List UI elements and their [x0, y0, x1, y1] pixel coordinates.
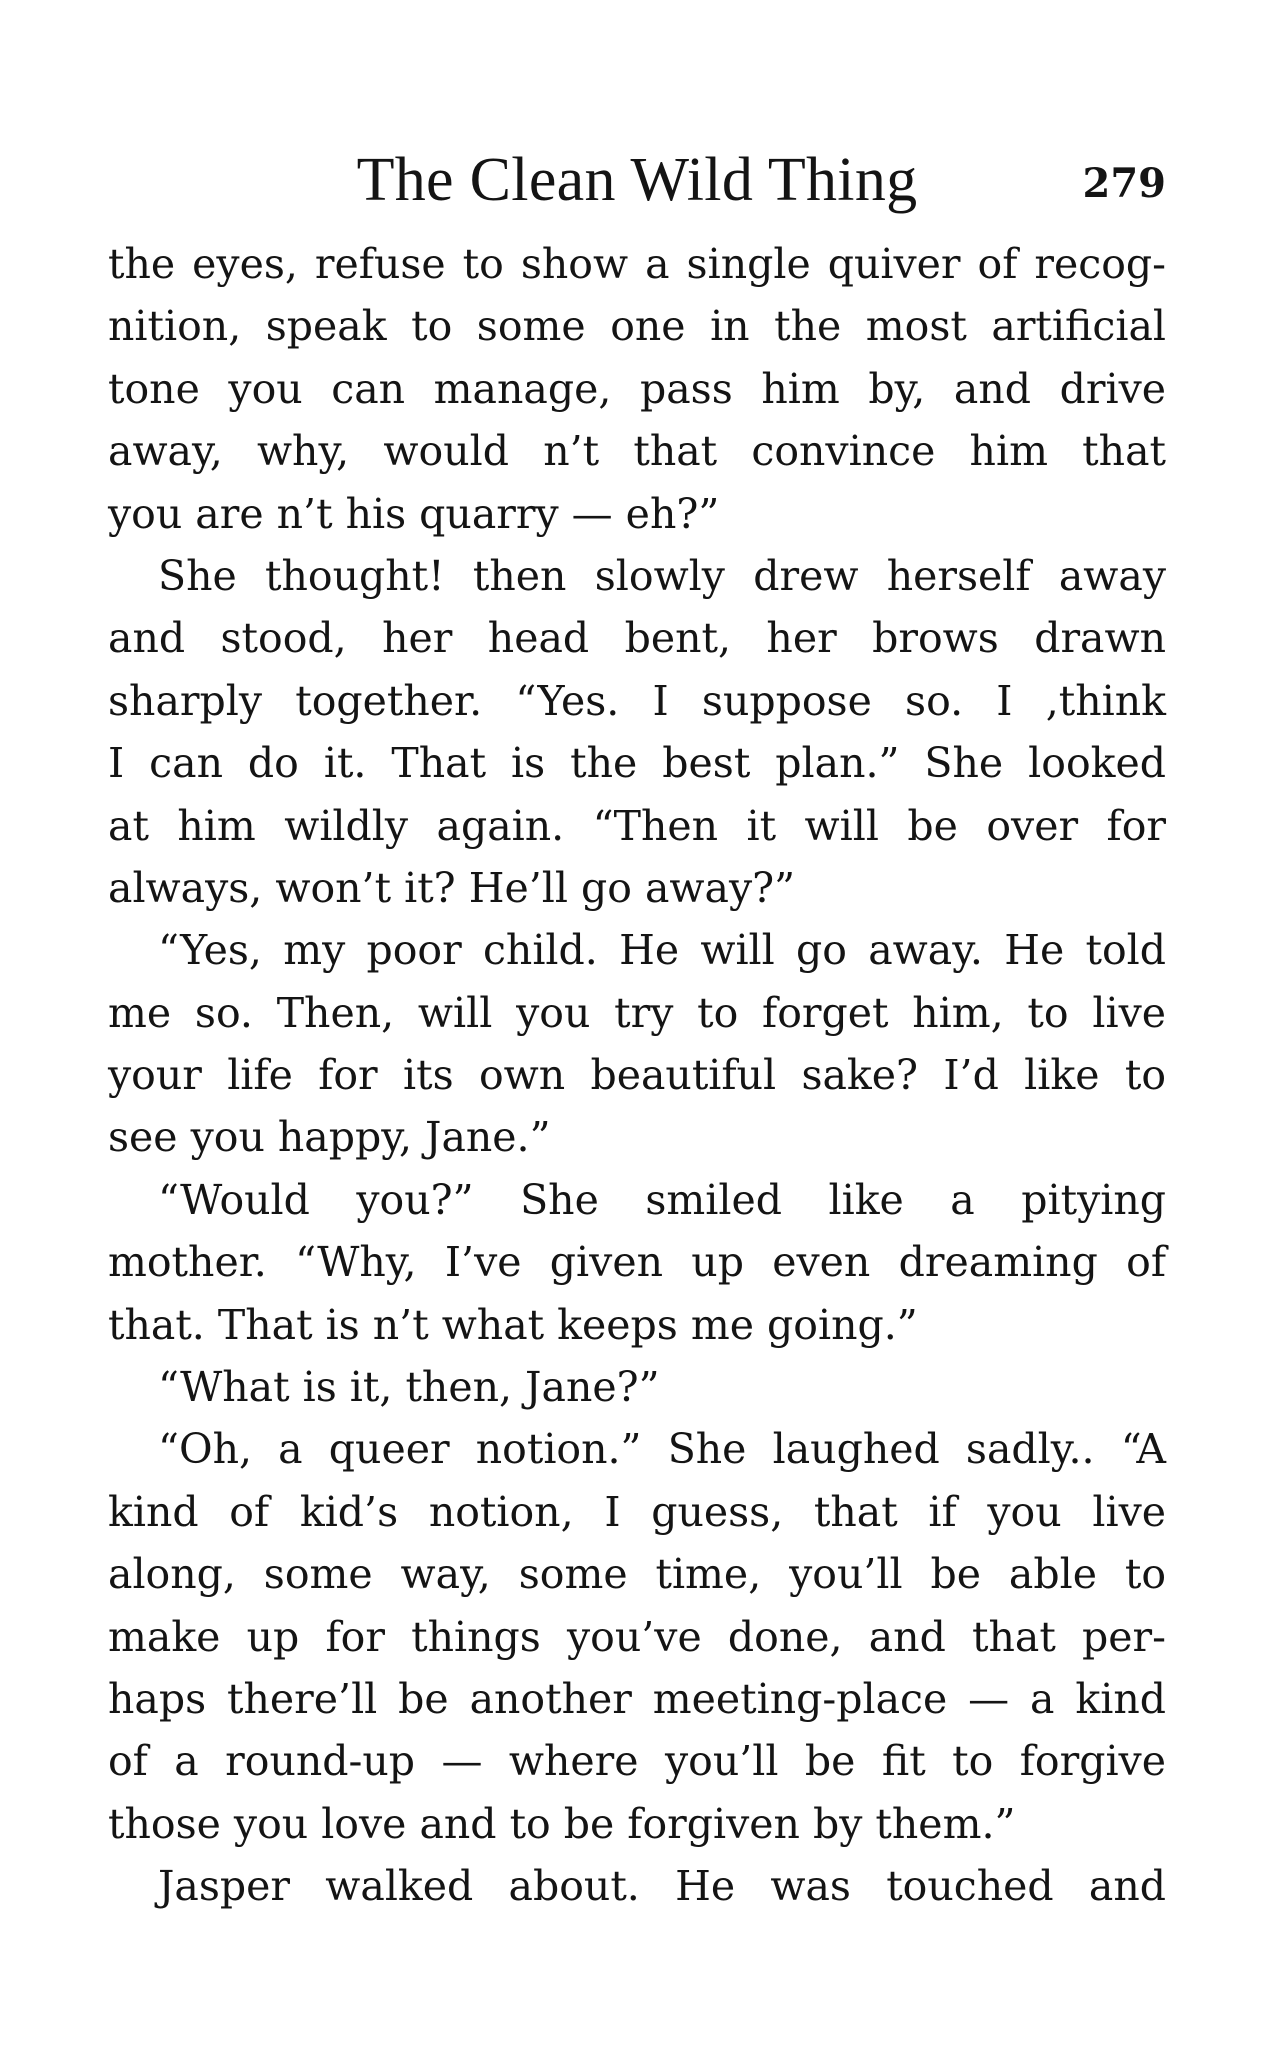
text-line: see you happy, Jane.” — [108, 1113, 551, 1162]
text-line: and stood, her head bent, her brows drawn — [108, 614, 1166, 663]
text-line: make up for things you’ve done, and that per- — [108, 1612, 1166, 1661]
text-line: nition, speak to some one in the most artificial — [108, 302, 1166, 351]
text-line: “Would you?” She smiled like a pitying — [158, 1175, 1166, 1224]
running-head — [108, 140, 1166, 220]
text-line: you are n’t his quarry — eh?” — [108, 489, 720, 538]
text-line: the eyes, refuse to show a single quiver of recog- — [108, 240, 1166, 288]
text-line: mother. “Why, I’ve given up even dreaming of — [108, 1238, 1166, 1287]
text-line: Jasper walked about. He was touched and — [158, 1862, 1166, 1911]
body-text — [108, 233, 1166, 1918]
text-line: “What is it, then, Jane?” — [158, 1363, 660, 1412]
text-line: at him wildly again. “Then it will be over for — [108, 801, 1166, 850]
text-line: sharply together. “Yes. I suppose so. I ,think — [108, 676, 1166, 725]
text-line: along, some way, some time, you’ll be able to — [108, 1550, 1166, 1599]
text-line: tone you can manage, pass him by, and drive — [108, 364, 1166, 413]
text-line: She thought! then slowly drew herself away — [158, 551, 1166, 600]
text-line: haps there’ll be another meeting-place — a kind — [108, 1674, 1166, 1723]
text-line: “Oh, a queer notion.” She laughed sadly.. “A — [158, 1425, 1166, 1474]
text-line: “Yes, my poor child. He will go away. He told — [158, 926, 1166, 975]
text-line: those you love and to be forgiven by them.” — [108, 1799, 1016, 1848]
text-line: always, won’t it? He’ll go away?” — [108, 863, 796, 912]
running-title: The Clean Wild Thing — [356, 146, 918, 214]
text-line: that. That is n’t what keeps me going.” — [108, 1300, 918, 1349]
text-line: kind of kid’s notion, I guess, that if you live — [108, 1487, 1166, 1536]
text-line: me so. Then, will you try to forget him, to live — [108, 988, 1166, 1037]
page-number: 279 — [1082, 160, 1166, 207]
text-line: I can do it. That is the best plan.” She looked — [108, 739, 1166, 788]
text-line: of a round-up — where you’ll be fit to forgive — [108, 1737, 1166, 1786]
text-line: your life for its own beautiful sake? I’d like to — [108, 1051, 1166, 1100]
text-line: away, why, would n’t that convince him that — [108, 427, 1166, 476]
